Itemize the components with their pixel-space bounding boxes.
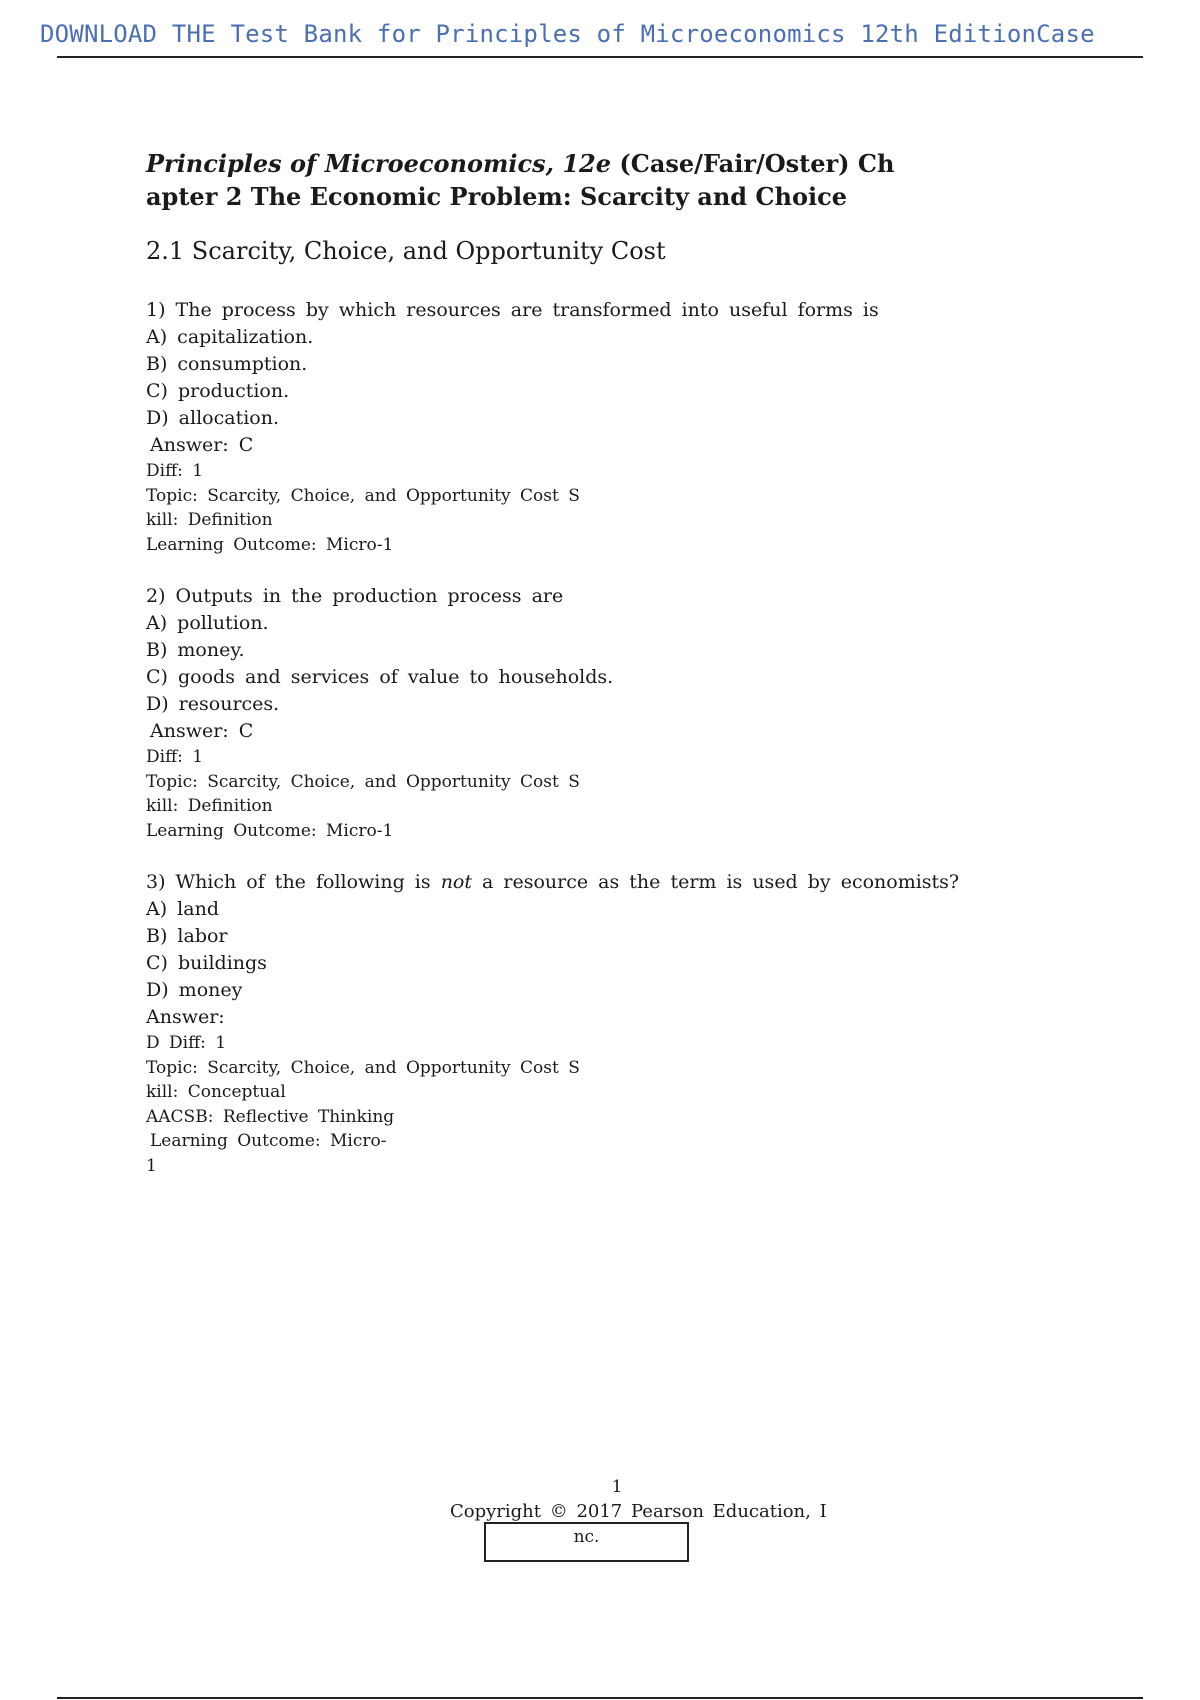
book-title-authors: (Case/Fair/Oster) Ch: [611, 149, 895, 178]
learning-outcome-line: Learning Outcome: Micro-1: [146, 534, 394, 555]
answer-line: Answer:: [146, 1006, 225, 1028]
option-b: B) money.: [146, 639, 245, 661]
question-text: 2) Outputs in the production process are: [146, 585, 564, 607]
option-a: A) capitalization.: [146, 326, 314, 348]
difficulty-line: D Diff: 1: [146, 1033, 227, 1053]
aacsb-line: AACSB: Reflective Thinking: [146, 1106, 395, 1127]
topic-line: Topic: Scarcity, Choice, and Opportunity Cost S: [146, 485, 580, 506]
chapter-title: apter 2 The Economic Problem: Scarcity and Choice: [146, 182, 847, 211]
option-c: C) production.: [146, 380, 290, 402]
question-3: [146, 869, 1046, 1178]
difficulty-line: Diff: 1: [146, 747, 204, 767]
skill-line: kill: Definition: [146, 510, 273, 530]
topic-line: Topic: Scarcity, Choice, and Opportunity Cost S: [146, 771, 580, 792]
question-text-emphasis: not: [440, 871, 472, 893]
page-number: 1: [611, 1477, 623, 1497]
option-a: A) land: [146, 898, 219, 920]
copyright-box: [484, 1522, 689, 1562]
difficulty-line: Diff: 1: [146, 461, 204, 481]
option-a: A) pollution.: [146, 612, 269, 634]
header-rule: [57, 56, 1143, 58]
answer-line: Answer: C: [150, 434, 254, 456]
footer-rule: [57, 1697, 1143, 1699]
answer-line: Answer: C: [150, 720, 254, 742]
page-content: [146, 147, 1046, 1178]
learning-outcome-line: Learning Outcome: Micro-1: [146, 820, 394, 841]
topic-line: Topic: Scarcity, Choice, and Opportunity Cost S: [146, 1057, 580, 1078]
option-c: C) buildings: [146, 952, 267, 974]
copyright-line: Copyright © 2017 Pearson Education, I: [450, 1501, 827, 1522]
option-b: B) labor: [146, 925, 228, 947]
copyright-tail: nc.: [573, 1527, 600, 1547]
question-text: [146, 869, 1046, 896]
question-1: [146, 297, 1046, 557]
skill-line: kill: Conceptual: [146, 1082, 286, 1102]
learning-outcome-line: Learning Outcome: Micro-: [150, 1131, 387, 1151]
learning-outcome-tail: 1: [146, 1155, 157, 1176]
question-text-end: a resource as the term is used by economists?: [472, 871, 960, 893]
option-c: C) goods and services of value to households.: [146, 666, 614, 688]
book-title: [146, 147, 1046, 213]
option-d: D) money: [146, 979, 243, 1001]
question-text: 1) The process by which resources are transformed into useful forms is: [146, 299, 879, 321]
question-text-start: 3) Which of the following is: [146, 871, 441, 893]
option-b: B) consumption.: [146, 353, 308, 375]
section-title: 2.1 Scarcity, Choice, and Opportunity Cost: [146, 237, 666, 265]
option-d: D) resources.: [146, 693, 280, 715]
skill-line: kill: Definition: [146, 796, 273, 816]
download-banner: DOWNLOAD THE Test Bank for Principles of Microeconomics 12th EditionCase: [40, 20, 1095, 48]
question-2: [146, 583, 1046, 843]
option-d: D) allocation.: [146, 407, 280, 429]
book-title-italic: Principles of Microeconomics, 12e: [146, 149, 612, 178]
